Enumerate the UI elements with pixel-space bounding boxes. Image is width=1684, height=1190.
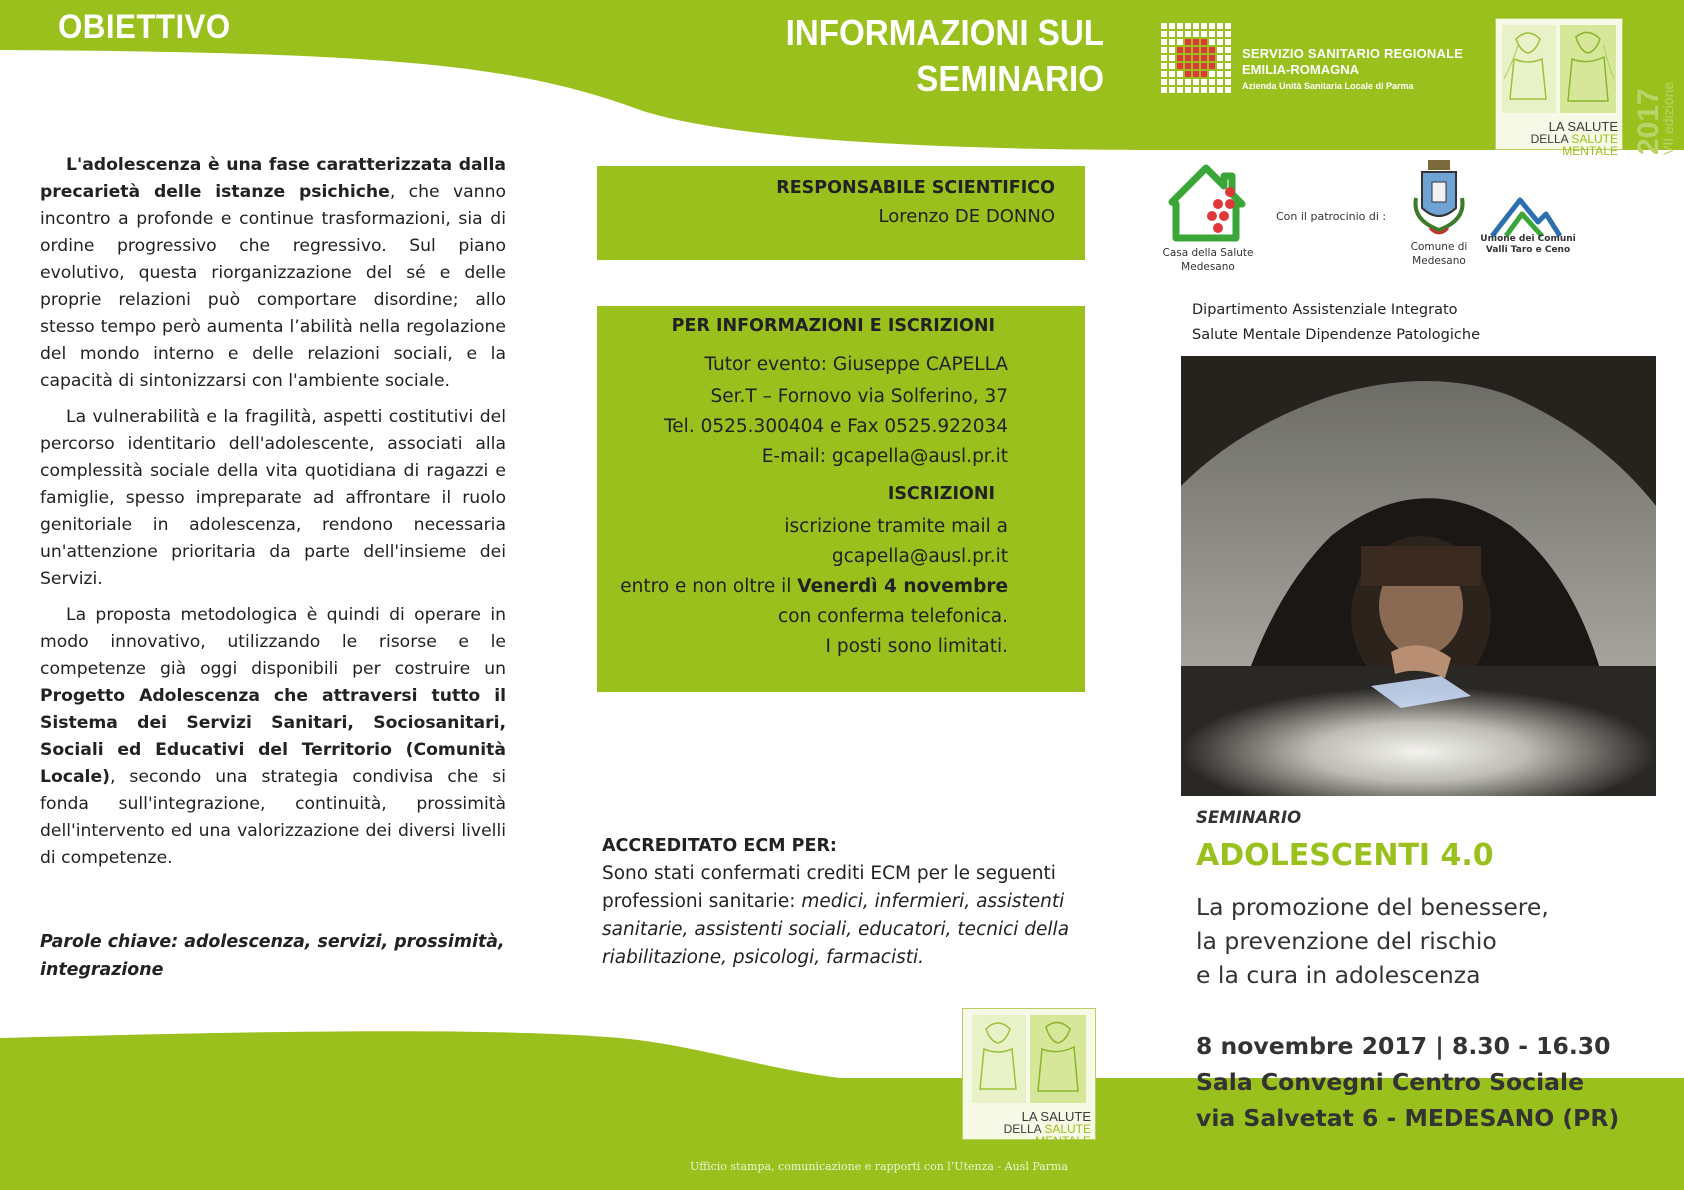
ssr-grid-cell xyxy=(1225,79,1231,85)
ssr-grid-cell xyxy=(1193,23,1199,29)
ecm-title: ACCREDITATO ECM PER: xyxy=(602,836,837,856)
seminar-info-heading-line1: INFORMAZIONI SUL xyxy=(785,12,1104,53)
seminar-details xyxy=(1196,1028,1619,1136)
logo-caption-top xyxy=(1496,121,1618,157)
ssr-grid-cell xyxy=(1161,63,1167,69)
ssr-grid-cell xyxy=(1169,39,1175,45)
ssr-grid-cell xyxy=(1169,79,1175,85)
info-tutor: Tutor evento: Giuseppe CAPELLA xyxy=(704,354,1008,375)
department-name xyxy=(1192,298,1480,348)
ssr-grid-cell xyxy=(1193,55,1199,61)
logo-caption-bottom xyxy=(963,1111,1091,1147)
ssr-grid-cell xyxy=(1193,79,1199,85)
ssr-grid-cell xyxy=(1201,87,1207,93)
casa-della-salute-icon xyxy=(1166,158,1248,242)
ssr-grid-cell xyxy=(1225,71,1231,77)
ssr-grid-cell xyxy=(1177,71,1183,77)
ssr-emilia-romagna-logo xyxy=(1160,20,1490,100)
ssr-grid-cell xyxy=(1217,55,1223,61)
ssr-grid-cell xyxy=(1177,79,1183,85)
ssr-grid-cell xyxy=(1185,87,1191,93)
ssr-grid-cell xyxy=(1177,23,1183,29)
seminar-venue: Sala Convegni Centro Sociale xyxy=(1196,1068,1585,1096)
seminar-subtitle-line1: La promozione del benessere, xyxy=(1196,893,1549,921)
footer-credit: Ufficio stampa, comunicazione e rapporti con l’Utenza - Ausl Parma xyxy=(690,1160,1069,1173)
ssr-grid-cell xyxy=(1217,87,1223,93)
scientific-manager-box xyxy=(597,166,1085,260)
seminar-info-heading-line2: SEMINARIO xyxy=(916,58,1104,99)
ssr-grid-cell xyxy=(1177,31,1183,37)
unione-caption-line2: Valli Taro e Ceno xyxy=(1485,245,1571,255)
ssr-grid-cell xyxy=(1169,71,1175,77)
ssr-grid-cell xyxy=(1225,55,1231,61)
ssr-grid-cell xyxy=(1169,87,1175,93)
ssr-grid-cell xyxy=(1201,55,1207,61)
ssr-grid-cell xyxy=(1201,23,1207,29)
ssr-grid-cell xyxy=(1177,55,1183,61)
ssr-grid-cell xyxy=(1209,31,1215,37)
casa-della-salute-caption: Casa della Salute Medesano xyxy=(1162,247,1254,273)
ssr-grid-cell xyxy=(1169,63,1175,69)
ssr-grid-cell xyxy=(1161,23,1167,29)
info-address: Ser.T – Fornovo via Solferino, 37 xyxy=(710,386,1008,407)
registration-line-3 xyxy=(620,576,1008,597)
ssr-grid-cell xyxy=(1185,39,1191,45)
seminar-label: SEMINARIO xyxy=(1196,808,1302,827)
ssr-grid-cell xyxy=(1185,63,1191,69)
ssr-grid-cell xyxy=(1201,39,1207,45)
ssr-grid-cell xyxy=(1217,79,1223,85)
ssr-grid-cell xyxy=(1161,31,1167,37)
objective-paragraph-2: La vulnerabilità e la fragilità, aspetti costitutivi del percorso identitario dell'adolescente, associati alla complessità sociale della vita quotidiana di ragazzi e famiglie, spesso impreparate ad affrontare il ruolo genitoriale in adolescenza, rendono necessaria un'attenzione prioritaria da parte dell'insieme dei Servizi. xyxy=(40,407,506,589)
ssr-grid-cell xyxy=(1225,47,1231,53)
ssr-grid-cell xyxy=(1185,47,1191,53)
department-line2: Salute Mentale Dipendenze Patologiche xyxy=(1192,327,1480,343)
ssr-grid-cell xyxy=(1185,31,1191,37)
ssr-grid-cell xyxy=(1201,71,1207,77)
ecm-text-intro: Sono stati confermati crediti ECM per le seguenti professioni sanitarie: xyxy=(602,863,1056,912)
salute-mentale-logo-top xyxy=(1495,18,1623,158)
ssr-grid-cell xyxy=(1209,63,1215,69)
registration-line-1: iscrizione tramite mail a xyxy=(784,516,1008,537)
ssr-grid-cell xyxy=(1193,39,1199,45)
ssr-grid-cell xyxy=(1201,31,1207,37)
ssr-grid-cell xyxy=(1209,71,1215,77)
ssr-grid-cell xyxy=(1161,55,1167,61)
ssr-grid-cell xyxy=(1161,79,1167,85)
patronage-logos xyxy=(1160,158,1680,278)
edition-vertical xyxy=(1632,65,1676,155)
ssr-grid-cell xyxy=(1209,87,1215,93)
comune-caption: Comune di Medesano xyxy=(1410,241,1468,267)
ecm-text xyxy=(602,860,1092,972)
salute-mentale-logo-bottom xyxy=(962,1008,1096,1148)
ssr-name-line1: SERVIZIO SANITARIO REGIONALE xyxy=(1242,46,1464,61)
ssr-grid-cell xyxy=(1217,39,1223,45)
ssr-grid-cell xyxy=(1169,47,1175,53)
scientific-manager-title: RESPONSABILE SCIENTIFICO xyxy=(776,178,1055,198)
unione-comuni-mountains-icon xyxy=(1490,196,1562,238)
ssr-grid-cell xyxy=(1177,47,1183,53)
seminar-subtitle xyxy=(1196,890,1549,992)
seminar-date-time: 8 novembre 2017 | 8.30 - 16.30 xyxy=(1196,1032,1611,1060)
ssr-grid-cell xyxy=(1201,79,1207,85)
ssr-grid-cell xyxy=(1225,23,1231,29)
ssr-grid-cell xyxy=(1185,55,1191,61)
logo-caption-salute-mentale: SALUTE MENTALE xyxy=(1562,132,1618,158)
objective-p1-bold: L'adolescenza è una fase caratterizzata dalla precarietà delle istanze psichiche xyxy=(40,155,506,202)
unione-comuni-caption xyxy=(1480,234,1576,256)
ssr-grid-cell xyxy=(1209,47,1215,53)
seminar-title: ADOLESCENTI 4.0 xyxy=(1196,838,1494,873)
registration-line-4: con conferma telefonica. xyxy=(778,606,1008,627)
registration-line-2: gcapella@ausl.pr.it xyxy=(831,546,1008,567)
ssr-grid-icon xyxy=(1160,22,1234,96)
ecm-accreditation xyxy=(602,832,1092,972)
ecm-professions: medici, infermieri, assistenti sanitarie, assistenti sociali, educatori, tecnici della riabilitazione, psicologi, farmacisti. xyxy=(602,891,1070,968)
info-heading: PER INFORMAZIONI E ISCRIZIONI xyxy=(671,316,995,336)
registration-line-5: I posti sono limitati. xyxy=(825,636,1008,657)
ssr-grid-cell xyxy=(1225,31,1231,37)
ssr-grid-cell xyxy=(1225,63,1231,69)
seminar-subtitle-line3: e la cura in adolescenza xyxy=(1196,961,1481,989)
ssr-grid-cell xyxy=(1193,63,1199,69)
objective-paragraph-3 xyxy=(40,602,506,872)
ssr-grid-cell xyxy=(1169,31,1175,37)
ssr-name-line3: Azienda Unità Sanitaria Locale di Parma xyxy=(1242,81,1414,91)
angels-drawing-icon xyxy=(963,1009,1095,1109)
logo-caption-line1: LA SALUTE xyxy=(1021,1109,1091,1124)
seminar-subtitle-line2: la prevenzione del rischio xyxy=(1196,927,1497,955)
ssr-grid-cell xyxy=(1169,55,1175,61)
info-phone: Tel. 0525.300404 e Fax 0525.922034 xyxy=(664,416,1008,437)
ssr-grid-cell xyxy=(1217,63,1223,69)
info-email: E-mail: gcapella@ausl.pr.it xyxy=(761,446,1008,467)
registration-heading: ISCRIZIONI xyxy=(887,484,995,504)
ssr-grid-cell xyxy=(1225,39,1231,45)
ssr-grid-cell xyxy=(1209,39,1215,45)
objective-p3-end: , secondo una strategia condivisa che si fonda sull'integrazione, continuità, prossimità dell'intervento ed una valorizzazione dei diversi livelli di competenze. xyxy=(40,767,506,868)
ssr-grid-cell xyxy=(1225,87,1231,93)
info-registration-box xyxy=(597,306,1085,692)
ssr-grid-cell xyxy=(1193,87,1199,93)
ssr-grid-cell xyxy=(1185,71,1191,77)
scientific-manager-name: Lorenzo DE DONNO xyxy=(878,206,1055,227)
ssr-text xyxy=(1242,46,1463,94)
seminar-address: via Salvetat 6 - MEDESANO (PR) xyxy=(1196,1104,1620,1132)
logo-caption-della: DELLA xyxy=(1530,132,1572,146)
objective-paragraph-1 xyxy=(40,152,506,395)
ssr-name-line2: EMILIA-ROMAGNA xyxy=(1242,62,1359,77)
ssr-grid-cell xyxy=(1193,47,1199,53)
patronage-label: Con il patrocinio di : xyxy=(1276,210,1387,223)
teen-under-blanket-photo xyxy=(1181,356,1656,796)
ssr-grid-cell xyxy=(1217,23,1223,29)
keywords: Parole chiave: adolescenza, servizi, prossimità, integrazione xyxy=(40,932,505,980)
ssr-grid-cell xyxy=(1177,39,1183,45)
ssr-grid-cell xyxy=(1217,71,1223,77)
ssr-grid-cell xyxy=(1193,31,1199,37)
ssr-grid-cell xyxy=(1201,47,1207,53)
ssr-grid-cell xyxy=(1209,79,1215,85)
logo-caption-della: DELLA xyxy=(1003,1122,1045,1136)
registration-deadline-date: Venerdì 4 novembre xyxy=(797,576,1008,597)
objective-p1-rest: , che vanno incontro a profonde e continue trasformazioni, sia di ordine progressivo che regressivo. Sul piano evolutivo, questa riorganizzazione del sé e delle proprie relazioni può comportare disordine; allo stesso tempo però aumenta l’abilità nella regolazione del mondo interno e delle relazioni sociali, e la capacità di sintonizzarsi con l'ambiente sociale. xyxy=(40,182,506,391)
edition-label: VII edizione xyxy=(1660,81,1676,155)
objective-p3-bold: Progetto Adolescenza che attraversi tutto il Sistema dei Servizi Sanitari, Sociosanitari, Sociali ed Educativi del Territorio (Comunità Locale) xyxy=(40,686,506,787)
objective-heading: OBIETTIVO xyxy=(58,8,231,46)
ssr-grid-cell xyxy=(1217,31,1223,37)
ssr-grid-cell xyxy=(1169,23,1175,29)
seminar-info-heading xyxy=(786,10,1104,102)
ssr-grid-cell xyxy=(1217,47,1223,53)
ssr-grid-cell xyxy=(1201,63,1207,69)
ssr-grid-cell xyxy=(1161,47,1167,53)
unione-caption-line1: Unione dei Comuni xyxy=(1480,234,1576,244)
angels-drawing-icon xyxy=(1496,19,1622,119)
ssr-grid-cell xyxy=(1185,79,1191,85)
ssr-grid-cell xyxy=(1185,23,1191,29)
department-line1: Dipartimento Assistenziale Integrato xyxy=(1192,302,1458,318)
objective-p3-start: La proposta metodologica è quindi di operare in modo innovativo, utilizzando le risorse e le competenze già oggi disponibili per costruire un xyxy=(40,605,506,679)
ssr-grid-cell xyxy=(1161,87,1167,93)
ssr-grid-cell xyxy=(1177,63,1183,69)
ssr-grid-cell xyxy=(1209,55,1215,61)
ssr-grid-cell xyxy=(1161,71,1167,77)
ssr-grid-cell xyxy=(1177,87,1183,93)
objective-text xyxy=(40,152,506,881)
ssr-grid-cell xyxy=(1161,39,1167,45)
ssr-grid-cell xyxy=(1193,71,1199,77)
registration-deadline-prefix: entro e non oltre il xyxy=(620,576,798,597)
comune-coat-of-arms-icon xyxy=(1408,158,1470,244)
edition-year: 2017 xyxy=(1632,88,1665,155)
logo-caption-line1: LA SALUTE xyxy=(1548,119,1618,134)
logo-caption-salute-mentale: SALUTE MENTALE xyxy=(1035,1122,1091,1148)
ssr-grid-cell xyxy=(1209,23,1215,29)
